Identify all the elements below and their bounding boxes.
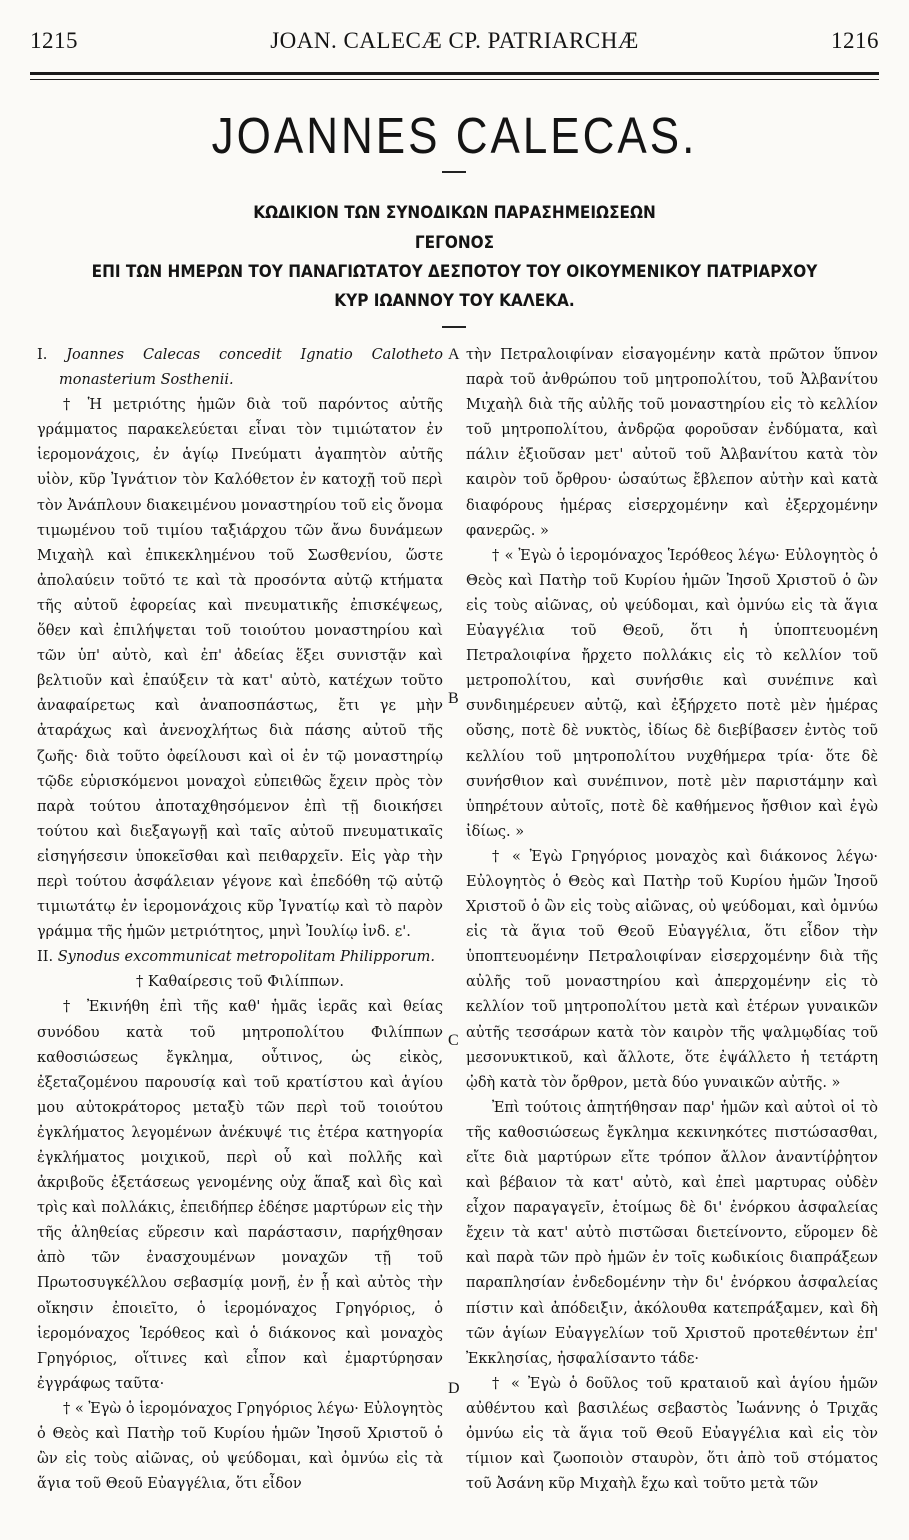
header-rule-thick <box>30 72 879 75</box>
greek-heading-line-2: ΓΕΓΟΝΟΣ <box>414 233 495 253</box>
margin-letter-d: D <box>448 1380 460 1397</box>
paragraph: † « Ἐγὼ ὁ ἱερομόναχος Γρηγόριος λέγω· Εὐλογητὸς ὁ Θεὸς καὶ Πατὴρ τοῦ Κυρίου ἡμῶν Ἰησοῦ Χριστοῦ ὁ ὢν εἰς τοὺς αἰῶνας, οὐ ψεύδομαι, καὶ ὀμνύω εἰς τὰ ἅγια τοῦ Θεοῦ Εὐαγγέλια, ὅτι εἶδον <box>37 1400 443 1493</box>
left-column <box>37 343 443 1497</box>
right-column <box>466 343 878 1497</box>
title-dash <box>442 171 466 173</box>
heading-dash <box>442 326 466 328</box>
paragraph: Ἐπὶ τούτοις ἀπητήθησαν παρ' ἡμῶν καὶ αὐτοὶ οἱ τὸ τῆς καθοσιώσεως ἔγκλημα κεκινηκότες πιστώσασθαι, εἴτε διὰ μαρτύρων εἴτε τρόπον ἄλλον ἀναντίῤῥητον καὶ βέβαιον τὰ κατ' αὐτὸ, καὶ ἐπεὶ μαρτυρας οὐδὲν εἶχον παραγαγεῖν, ἑτοίμως δὲ δι' ἐνόρκου ἀσφαλείας ἔχειν τὰ κατ' αὐτὸ πιστῶσαι διετείνοντο, εὕρομεν δὲ καὶ παρὰ τῶν πρὸ ἡμῶν ἐν τοῖς κωδικίοις διαπράξεων παραπλησίαν ἐνδεδομένην τὴν δι' ἐνόρκου ἀσφαλείας πίστιν καὶ ἀπόδειξιν, ἀκόλουθα κατεπράξαμεν, καὶ δὴ τῶν ἁγίων Εὐαγγελίων τοῦ Χριστοῦ προτεθέντων ἐπ' Ἐκκλησίας, ἠσφαλίσαντο τάδε· <box>466 1099 878 1367</box>
margin-letter-c: C <box>448 1032 459 1049</box>
paragraph: † Ἐκινήθη ἐπὶ τῆς καθ' ἡμᾶς ἱερᾶς καὶ θείας συνόδου κατὰ τοῦ μητροπολίτου Φιλίππων καθοσιώσεως ἔγκλημα, οὗτινος, ὡς εἰκὸς, ἐξεταζομένου παρουσίᾳ καὶ τοῦ κρατίστου καὶ ἁγίου μου αὐτοκράτορος μεταξὺ τῶν περὶ τοῦ τοιούτου ἐγκλήματος λεγομένων ἀνέκυψέ τις ἑτέρα κατηγορία ἐγκλήματος μοιχικοῦ, περὶ οὗ καὶ πολλῆς καὶ ἀκριβοῦς ἐξετάσεως γενομένης οὐχ ἅπαξ καὶ δὶς καὶ τρὶς καὶ πολλάκις, ἐπειδήπερ ἐδέησε μαρτύρων εἰς τὴν τῆς ἀληθείας εὕρεσιν καὶ παράστασιν, παρήχθησαν ἀπὸ τῶν ἐνασχουμένων μοναχῶν τῇ τοῦ Πρωτοσυγκέλλου σεβασμίᾳ μονῇ, ἐν ᾗ καὶ αὐτὸς τὴν οἴκησιν ἐποιεῖτο, ὁ ἱερομόναχος Γρηγόριος, ὁ ἱερομόναχος Ἱερόθεος καὶ ὁ διάκονος καὶ μοναχὸς Γρηγόριος, οἵτινες καὶ εἶπον καὶ ἐμαρτύρησαν ἐγγράφως ταῦτα· <box>37 999 443 1392</box>
paragraph: † Ἡ μετριότης ἡμῶν διὰ τοῦ παρόντος αὐτῆς γράμματος παρακελεύεται εἶναι τὸν τιμιώτατον ἐν ἱερομονάχοις, ἐν ἁγίῳ Πνεύματι ἀγαπητὸν αὐτῆς υἱὸν, κῦρ Ἰγνάτιον τὸν Καλόθετον ἐν κατοχῇ τοῦ περὶ τὸν Ἀνάπλουν διακειμένου μοναστηρίου τοῦ εἰς ὄνομα τιμωμένου τοῦ τιμίου ταξιάρχου τῶν ἄνω δυνάμεων Μιχαὴλ καὶ ἐπικεκλημένου τοῦ Σωσθενίου, ὥστε ἀπολαύειν τοῦτό τε καὶ τὰ προσόντα αὐτῷ κτήματα τῆς αὐτοῦ ἐφορείας καὶ πνευματικῆς ἐπισκέψεως, ὅθεν καὶ ἐπιλήψεται τοῦ τοιούτου μοναστηρίου καὶ τῶν ὑπ' αὐτὸ, καὶ ἐπ' ἀδείας ἕξει συνιστᾷν καὶ βελτιοῦν καὶ ἐπαύξειν τὰ κατ' αὐτὸ, κατέχων τοῦτο ἀναφαίρετως καὶ ἀναποσπάστως, ἔτι γε μὴν ἀταράχως καὶ ἀνενοχλήτως διὰ πάσης αὐτοῦ τῆς ζωῆς· διὰ τοῦτο ὀφείλουσι καὶ οἱ ἐν τῷ μοναστηρίῳ τῷδε εὑρισκόμενοι μοναχοὶ εὐπειθῶς ἔχειν πρὸς τὸν παρὰ τούτου ἀποταχθησόμενον ἐπὶ τῇ διοικήσει τούτου καὶ διεξαγωγῇ καὶ ταῖς αὐτοῦ πνευματικαῖς εἰσηγήσεσιν ὑποκεῖσθαι καὶ πειθαρχεῖν. Εἰς γὰρ τὴν περὶ τούτου ἀσφάλειαν γέγονε καὶ ἐπεδόθη τῷ αὐτῷ τιμιωτάτῳ ἐν ἱερομονάχοις κῦρ Ἰγνατίῳ καὶ τὸ παρὸν γράμμα τῆς ἡμῶν μετριότητος, μηνὶ Ἰουλίῳ ἰνδ. ε'. <box>37 397 443 941</box>
greek-heading-line-1: ΚΩΔΙΚΙΟΝ ΤΩΝ ΣΥΝΟΔΙΚΩΝ ΠΑΡΑΣΗΜΕΙΩΣΕΩΝ <box>253 203 656 223</box>
section-title: Synodus excommunicat metropolitam Philipporum. <box>57 949 436 966</box>
section-heading-2 <box>37 945 443 970</box>
header-rule-thin <box>30 79 879 80</box>
page-number-right: 1216 <box>831 28 879 53</box>
margin-letter-a: A <box>448 346 460 363</box>
margin-letter-b: B <box>448 690 459 707</box>
section-title: Joannes Calecas concedit Ignatio Calotheto monasterium Sosthenii. <box>59 347 443 389</box>
section-number: I. <box>37 347 48 363</box>
paragraph: † « Ἐγὼ ὁ δοῦλος τοῦ κραταιοῦ καὶ ἁγίου ἡμῶν αὐθέντου καὶ βασιλέως σεβαστὸς Ἰωάννης ὁ Τριχᾶς ὀμνύω εἰς τὰ ἅγια τοῦ Θεοῦ Εὐαγγέλια καὶ εἰς τὸν τίμιον καὶ ζωοποιὸν σταυρὸν, ὅτι ἀπὸ τοῦ στόματος τοῦ Ἀσάνη κῦρ Μιχαὴλ ἔχω καὶ τοῦτο μετὰ τῶν <box>466 1375 878 1493</box>
running-head <box>30 28 879 58</box>
paragraph: † « Ἐγὼ Γρηγόριος μοναχὸς καὶ διάκονος λέγω· Εὐλογητὸς ὁ Θεὸς καὶ Πατὴρ τοῦ Κυρίου ἡμῶν Ἰησοῦ Χριστοῦ ὁ ὢν εἰς τοὺς αἰῶνας, οὐ ψεύδομαι, καὶ ὀμνύω εἰς τὰ ἅγια τοῦ Θεοῦ Εὐαγγέλια, ὅτι εἶδον τὴν ὑποπτευομένην Πετραλοιφίναν εἰσερχομένην διὰ τῆς αὐλῆς τοῦ μοναστηρίου καὶ ἀπερχομένην εἰς τὸ κελλίον τοῦ μητροπολίτου μετὰ καὶ ἑτέρων γυναικῶν αὐτῆς τεσσάρων κατὰ τὸν καιρὸν τῆς ψαλμῳδίας τοῦ μεσονυκτικοῦ, καὶ ἄλλοτε, ὅτε ἐψάλλετο ἡ τετάρτη ᾠδὴ κατὰ τὸν ὄρθρον, μετὰ δύο γυναικῶν αὐτῆς. » <box>466 848 878 1091</box>
page-number-left: 1215 <box>30 28 78 53</box>
greek-heading-line-4: ΚΥΡ ΙΩΑΝΝΟΥ ΤΟΥ ΚΑΛΕΚΑ. <box>334 291 575 311</box>
paragraph: † « Ἐγὼ ὁ ἱερομόναχος Ἱερόθεος λέγω· Εὐλογητὸς ὁ Θεὸς καὶ Πατὴρ τοῦ Κυρίου ἡμῶν Ἰησοῦ Χριστοῦ ὁ ὢν εἰς τοὺς αἰῶνας, οὐ ψεύδομαι, καὶ ὀμνύω εἰς τὰ ἅγια Εὐαγγέλια τοῦ Θεοῦ, ὅτι ἡ ὑποπτευομένη Πετραλοιφίνα ἤρχετο πολλάκις εἰς τὸ κελλίον τοῦ μετροπολίτου, καὶ συνήσθιε καὶ συνέπινε καὶ συνδιημέρευεν αὐτῷ, καὶ ἐξήρχετο ποτὲ μὲν ἡμέρας οὔσης, ποτὲ δὲ νυκτὸς, ἰδίως δὲ διεβίβασεν ἐντὸς τοῦ κελλίου τοῦ μητροπολίτου νυχθήμερα τρία· ὅτε δὲ συνήσθιον καὶ συνέπινον, ποτὲ μὲν παριστάμην καὶ ὑπηρέτουν αὐτοῖς, ποτὲ δὲ καθήμενος ἤσθιον καὶ ἐγὼ ἰδίως. » <box>466 547 878 840</box>
section-heading-1 <box>37 343 443 393</box>
greek-heading-line-3: ΕΠΙ ΤΩΝ ΗΜΕΡΩΝ ΤΟΥ ΠΑΝΑΓΙΩΤΑΤΟΥ ΔΕΣΠΟΤΟΥ ΤΟΥ ΟΙΚΟΥΜΕΝΙΚΟΥ ΠΑΤΡΙΑΡΧΟΥ <box>91 262 818 282</box>
running-title: JOAN. CALECÆ CP. PATRIARCHÆ <box>270 28 639 53</box>
section-number: II. <box>37 949 54 966</box>
section-subtitle: † Καθαίρεσις τοῦ Φιλίππων. <box>136 974 344 991</box>
page-title: JOANNES CALECAS. <box>211 108 698 165</box>
paragraph: τὴν Πετραλοιφίναν εἰσαγομένην κατὰ πρῶτον ὕπνον παρὰ τοῦ ἀνθρώπου τοῦ μητροπολίτου, τοῦ Ἀλβανίτου Μιχαὴλ διὰ τῆς αὐλῆς τοῦ μοναστηρίου εἰς τὸ κελλίον τοῦ μητροπολίτου, ἀνδρῷα φοροῦσαν ἐνδύματα, καὶ πάλιν ἐξιοῦσαν μετ' αὐτοῦ τοῦ Ἀλβανίτου κατὰ τὸν καιρὸν τοῦ ὄρθρου· ὡσαύτως ἔβλεπον αὐτὴν καὶ κατὰ διαφόρους ἡμέρας εἰσερχομένην καὶ ἐξερχομένην φανερῶς. » <box>466 347 878 539</box>
